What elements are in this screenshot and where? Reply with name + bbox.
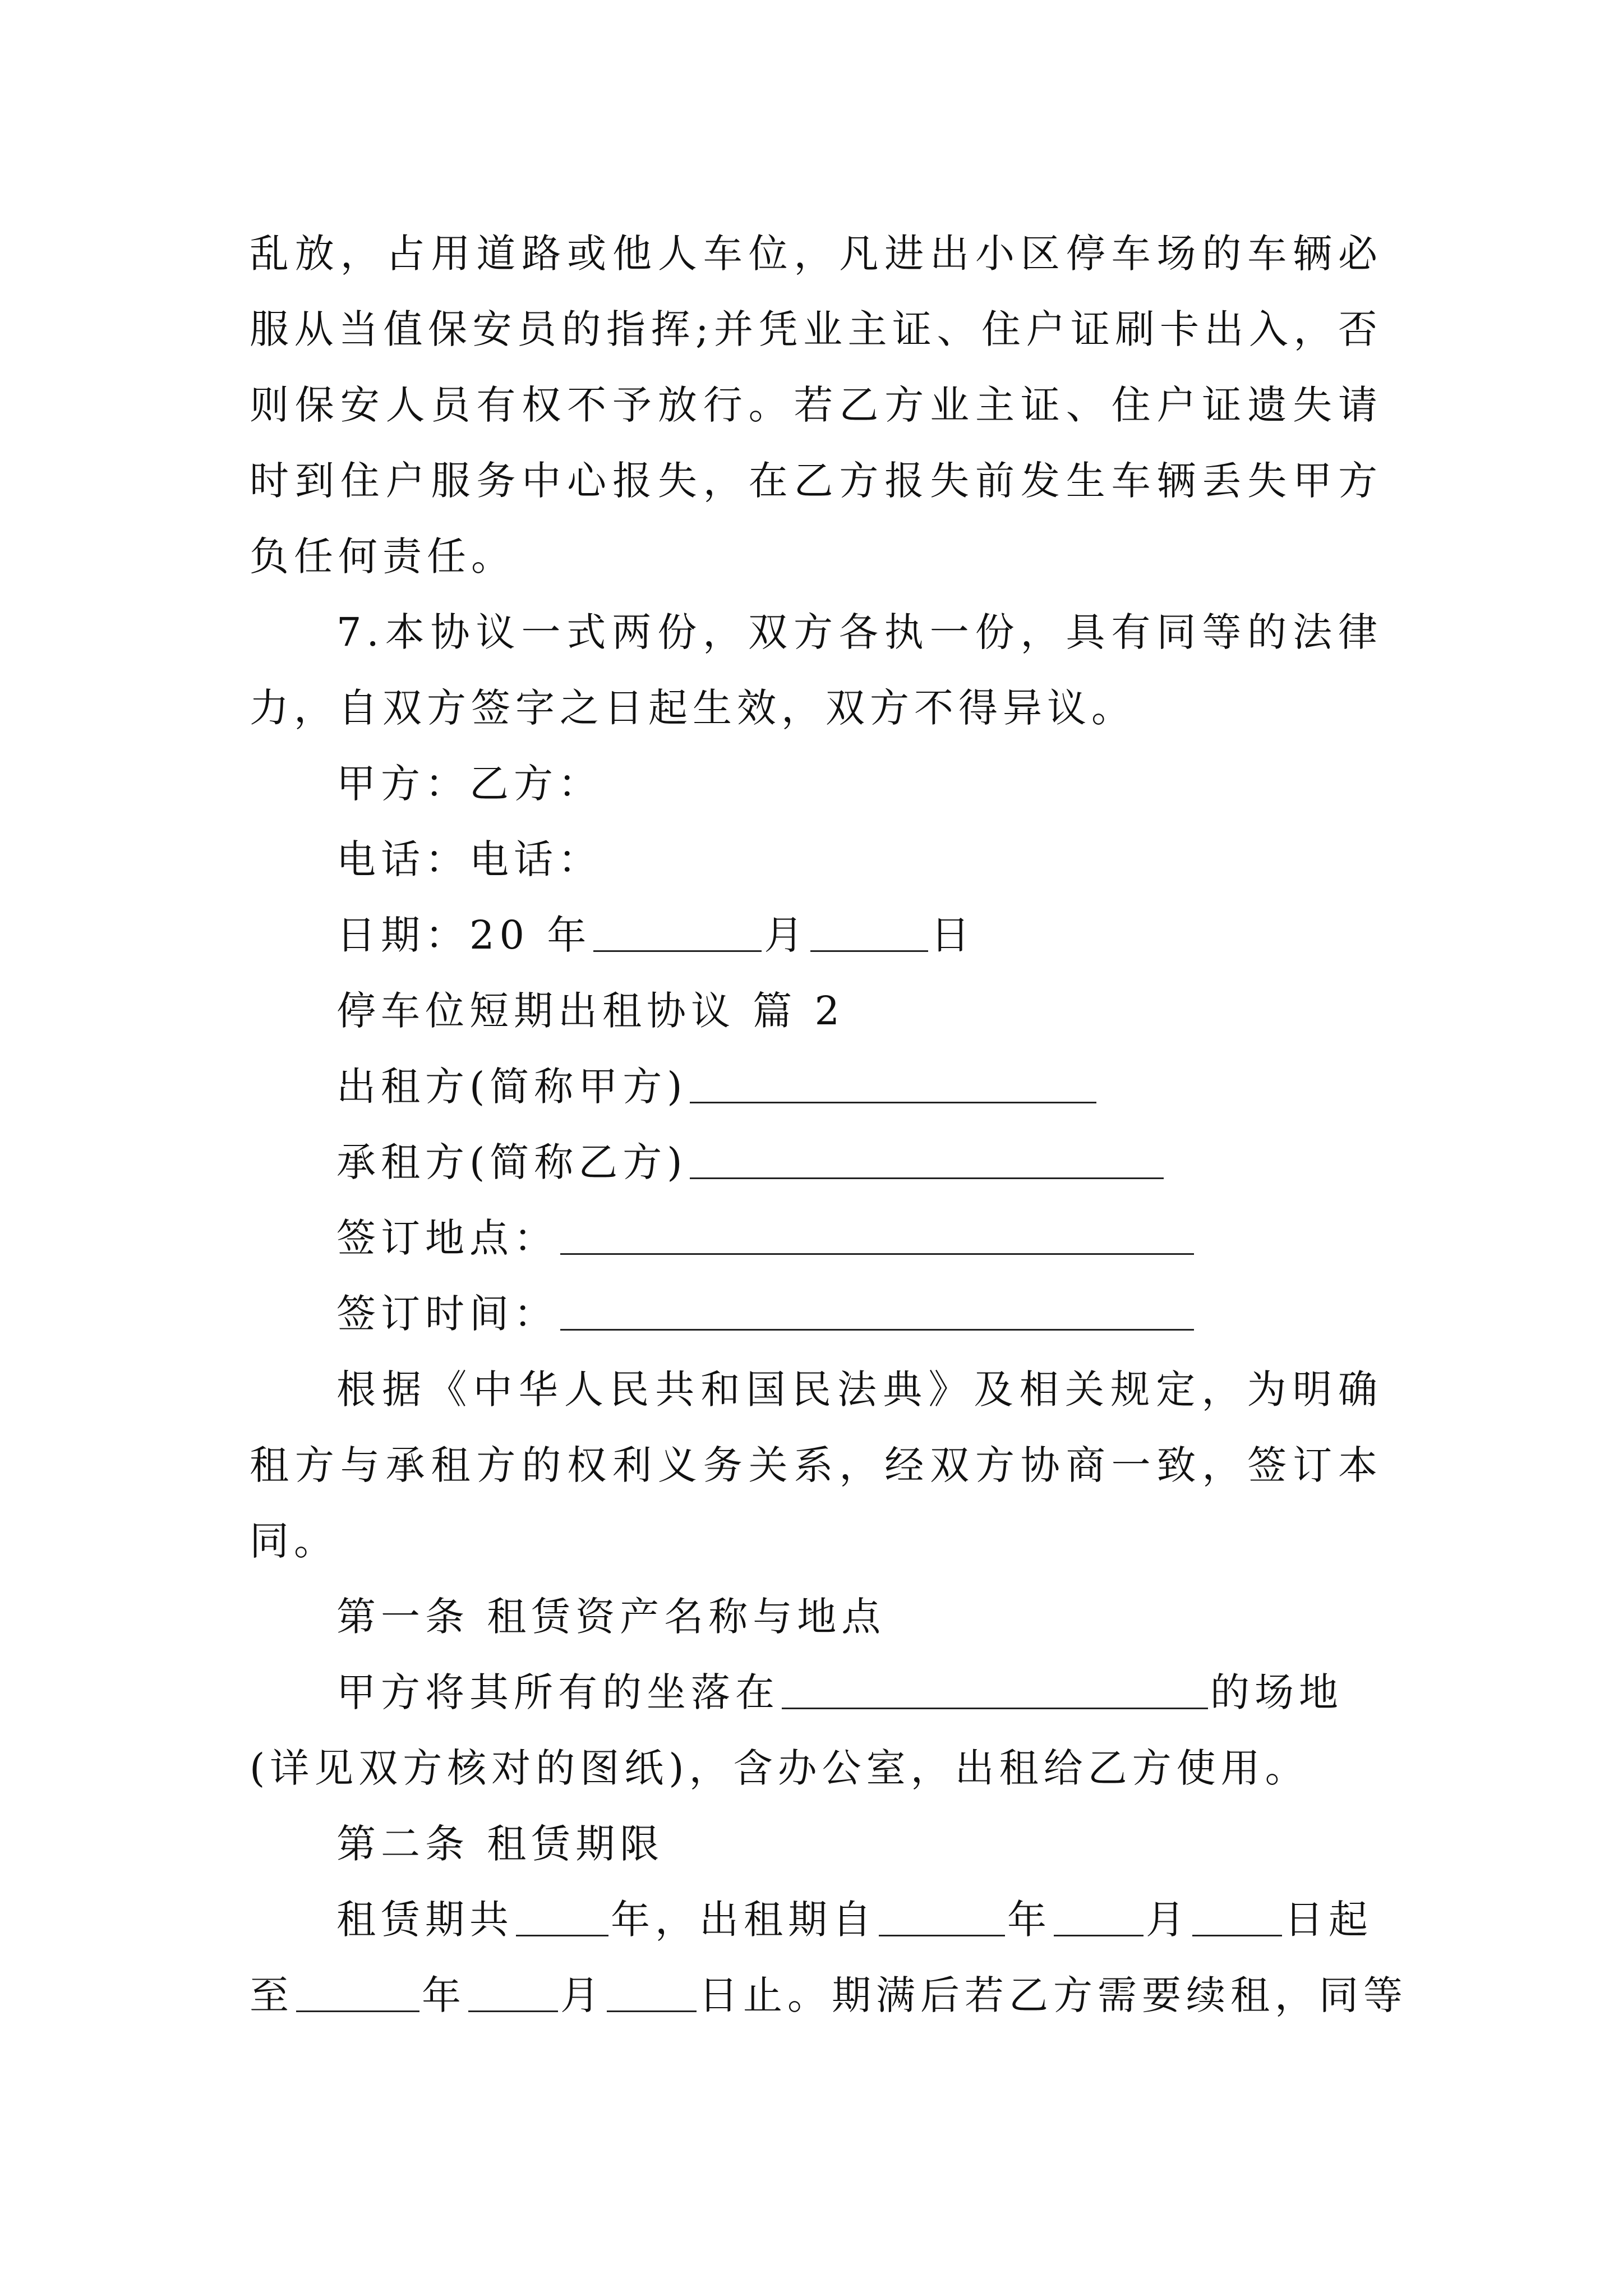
article-2-heading: 第二条 租赁期限 xyxy=(336,1821,665,1867)
end-day-label: 日止。期满后若乙方需要续租，同等 xyxy=(699,1972,1408,2018)
paragraph-line: 负任何责任。 xyxy=(250,533,515,579)
paragraph-line: 则保安人员有权不予放行。若乙方业主证、住户证遗失请 xyxy=(250,382,1382,428)
start-year-blank xyxy=(879,1894,1005,1936)
end-year-label: 年 xyxy=(422,1972,466,2018)
start-month-blank xyxy=(1054,1894,1144,1936)
lessee-line xyxy=(250,1125,1382,1200)
end-month-label: 月 xyxy=(560,1972,605,2018)
end-month-blank xyxy=(468,1970,558,2012)
preamble-line: 根据《中华人民共和国民法典》及相关规定，为明确 xyxy=(336,1366,1382,1412)
article-1-text-end: 的场地 xyxy=(1210,1669,1343,1715)
date-month-label: 月 xyxy=(764,912,809,958)
paragraph-line: 时到住户服务中心报失，在乙方报失前发生车辆丢失甲方 xyxy=(250,458,1382,504)
clause-7-line: 7.本协议一式两份，双方各执一份，具有同等的法律 xyxy=(336,609,1382,655)
lessee-blank xyxy=(690,1137,1164,1179)
lease-years-blank xyxy=(516,1894,608,1936)
date-day-blank xyxy=(810,910,928,952)
article-1-line: (详见双方核对的图纸)，含办公室，出租给乙方使用。 xyxy=(250,1745,1310,1791)
clause-7-line: 力，自双方签字之日起生效，双方不得异议。 xyxy=(250,685,1136,731)
start-year-label: 年 xyxy=(1007,1897,1052,1943)
date-label: 日期：20 年 xyxy=(336,912,592,958)
signing-time-line xyxy=(250,1276,1382,1352)
lessor-line xyxy=(250,1049,1382,1125)
paragraph-line: 服从当值保安员的指挥;并凭业主证、住户证刷卡出入，否 xyxy=(250,306,1382,352)
signing-place-line xyxy=(250,1200,1382,1276)
signing-place-label: 签订地点： xyxy=(336,1215,558,1261)
article-1-line xyxy=(250,1655,1382,1731)
article-2-line xyxy=(250,1882,1382,1958)
lease-term-label: 租赁期共 xyxy=(336,1897,514,1943)
date-line xyxy=(250,898,1382,973)
phone-line: 电话：电话： xyxy=(336,836,602,882)
lease-end-label: 至 xyxy=(250,1972,294,2018)
end-day-blank xyxy=(607,1970,697,2012)
article-1-heading: 第一条 租赁资产名称与地点 xyxy=(336,1594,886,1640)
article-1-text: 甲方将其所有的坐落在 xyxy=(336,1669,780,1715)
section-title: 停车位短期出租协议 篇 2 xyxy=(336,988,845,1034)
signing-time-label: 签订时间： xyxy=(336,1291,558,1337)
start-day-blank xyxy=(1192,1894,1282,1936)
lessee-label: 承租方(简称乙方) xyxy=(336,1139,688,1185)
lessor-label: 出租方(简称甲方) xyxy=(336,1064,688,1110)
signing-time-blank xyxy=(560,1289,1194,1331)
lessor-blank xyxy=(690,1061,1096,1103)
start-day-label: 日起 xyxy=(1284,1897,1373,1943)
preamble-line: 租方与承租方的权利义务关系，经双方协商一致，签订本 xyxy=(250,1442,1382,1488)
date-day-label: 日 xyxy=(930,912,975,958)
article-2-line xyxy=(250,1958,1408,2033)
paragraph-line: 乱放，占用道路或他人车位，凡进出小区停车场的车辆必 xyxy=(250,231,1382,277)
party-signature-line: 甲方：乙方： xyxy=(336,761,602,807)
document-body xyxy=(250,216,1408,2033)
lease-start-label: 年，出租期自 xyxy=(611,1897,877,1943)
end-year-blank xyxy=(296,1970,419,2012)
preamble-line: 同。 xyxy=(250,1518,338,1564)
start-month-label: 月 xyxy=(1146,1897,1190,1943)
signing-place-blank xyxy=(560,1213,1194,1255)
location-blank xyxy=(782,1667,1208,1709)
date-month-blank xyxy=(593,910,762,952)
